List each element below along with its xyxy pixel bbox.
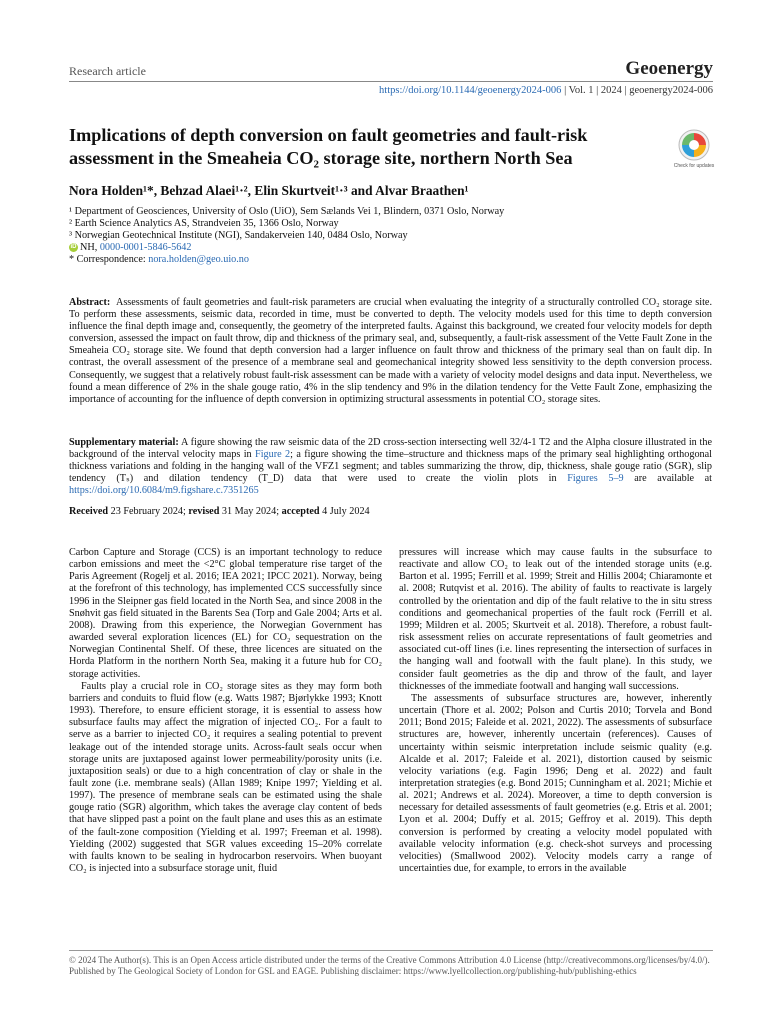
affiliation-1: ¹ Department of Geosciences, University of Oslo (UiO), Sem Sælands Vei 1, Blindern, 0371 Oslo, Norway xyxy=(69,206,505,217)
figure-2-link[interactable]: Figure 2 xyxy=(255,449,291,461)
revised-date: 31 May 2024 xyxy=(221,506,277,517)
orcid-icon: iD xyxy=(70,244,77,251)
author-list: Nora Holden¹*, Behzad Alaei¹·², Elin Skurtveit¹·³ and Alvar Braathen¹ xyxy=(69,183,469,198)
body-paragraph: Faults play a crucial role in CO₂ storage sites as they may form both barriers and conduits to fluid flow (e.g. Watts 1987; Bjørlykke 1993; Knott 1993). Therefore, to ensure efficient storage, it is essential to assess how subsurface faults may affect the migration of injected CO₂. For a fault to serve as a barrier to injected CO₂ it requires a sealing potential to prevent leakage out of the intended storage units. Across-fault seals occur when storage units are juxtaposed against lower permeability/porosity units (i.e. juxtaposition seals) or due to a high concentration of clay or shale in the fault zone (i.e. membrane seals) (Allan 1989; Knipe 1997; Yielding et al. 1997). The presence of membrane seals can be estimated using the shale gouge ratio (SGR) algorithm, which takes the average clay content of beds that have slipped past a point on the fault plane and uses this as an estimate of the fault-zone composition (Yielding et al. 1997; Freeman et al. 1998). Yielding (2002) suggested that SGR values exceeding 15–20% correlate with faults known to be sealing in hydrocarbon reservoirs. When buoyant CO₂ is injected into a subsurface storage unit, fluid xyxy=(69,680,382,875)
abstract xyxy=(69,297,712,406)
correspondence-label: * Correspondence: xyxy=(69,254,149,265)
body-paragraph: Carbon Capture and Storage (CCS) is an important technology to reduce carbon emissions and meet the <2°C global temperature rise target of the Paris Agreement (Rogelj et al. 2016; IEA 2021; IPCC 2021). Norway, being at the forefront of this technology, has implemented CCS successfully since 1996 in the Sleipner gas field located in the North Sea, and since 2008 in the Snøhvit gas field situated in the Barents Sea (Torp and Gale 2004; Arts et al. 2008). Drawing from this experience, the Norwegian Government has awarded several exploration licences (EL) for CO₂ sequestration on the Norwegian Continental Shelf. Of these, three licences are situated on the Horda Platform in the northern North Sea, making it a future hub for CO₂ storage activities. xyxy=(69,547,382,680)
doi-line xyxy=(379,85,713,96)
figshare-link[interactable]: https://doi.org/10.6084/m9.figshare.c.7351265 xyxy=(69,485,259,497)
header-rule xyxy=(69,81,713,82)
body-column-right xyxy=(399,547,712,875)
supplementary-text: are available at xyxy=(623,473,713,485)
orcid-name: NH, xyxy=(80,242,100,253)
check-for-updates-icon[interactable] xyxy=(677,128,711,162)
article-type: Research article xyxy=(69,64,146,78)
footer-rule xyxy=(69,950,713,951)
supplementary-label: Supplementary material: xyxy=(69,437,179,448)
supplementary-text: ; a figure showing the time–structure and thickness maps of the primary seal highlighting orthogonal thickness variations and folding in the hanging wall of the VFZ1 segment; and tables summarizing the throw, dip, thickness, shale gouge ratio (SGR), slip tendency (Tₛ) and dilation tendency (T_D) data that were used to create the violin plots in xyxy=(69,449,712,485)
orcid-line xyxy=(69,242,629,254)
check-for-updates-label: Check for updates xyxy=(673,163,715,169)
received-date: 23 February 2024 xyxy=(110,506,184,517)
affiliation-2: ² Earth Science Analytics AS, Strandveien 35, 1366 Oslo, Norway xyxy=(69,218,339,229)
correspondence-line xyxy=(69,254,629,266)
volume-info: | Vol. 1 | 2024 | geoenergy2024-006 xyxy=(561,85,713,96)
license-footer: © 2024 The Author(s). This is an Open Access article distributed under the terms of the Creative Commons Attribution 4.0 License (http://creativecommons.org/licenses/by/4.0/). Published by The Geological Society of London for GSL and EAGE. Publishing disclaimer: https://www.lyellcollection.org/publishing-hub/publishing-ethics xyxy=(69,955,710,976)
supplementary-text: A figure showing the raw seismic data of the 2D cross-section intersecting well 32/4-1 T2 and the Alpha closure illustrated in the background of the interval velocity maps in xyxy=(69,437,712,461)
orcid-link[interactable]: 0000-0001-5846-5642 xyxy=(99,242,192,253)
revised-label: revised xyxy=(188,506,220,517)
correspondence-email[interactable]: nora.holden@geo.uio.no xyxy=(148,254,249,265)
article-dates: Received 23 February 2024; revised 31 May 2024; accepted 4 July 2024 xyxy=(69,506,370,517)
supplementary-material xyxy=(69,437,712,497)
journal-name: Geoenergy xyxy=(625,58,713,79)
article-title: Implications of depth conversion on fault geometries and fault-risk assessment in the Smeaheia CO₂ storage site, northern North Sea xyxy=(69,125,588,168)
body-paragraph: pressures will increase which may cause faults in the subsurface to reactivate and allow CO₂ to leak out of the intended storage units (e.g. Barton et al. 1995; Ferrill et al. 1999; Streit and Hillis 2004; Chiaramonte et al. 2008; Rutqvist et al. 2016). The ability of faults to reactivate is largely controlled by the orientation and dip of the fault relative to the in situ stress conditions and geomechanical properties of the fault rock (Ferrill et al. 1999; Mildren et al. 2005; Skurtveit et al. 2018). Therefore, a robust fault-risk assessment relies on accurate representations of fault geometries and associated cut-off lines (i.e. lines representing the intersection of surfaces in the hanging wall and footwall with the fault plane). In this study, we consider fault geometries as the dip and throw of the fault, and layer thicknesses of the immediate footwall and hanging wall successions. xyxy=(399,547,712,692)
accepted-label: accepted xyxy=(281,506,320,517)
abstract-text: Assessments of fault geometries and fault-risk parameters are crucial when evaluating the integrity of a structurally controlled CO₂ storage site. To perform these assessments, seismic data, recorded in time, must be converted to depth. The velocity models used for this time to depth conversion influence the final depth image and, consequently, the geometry of the interpreted faults. Against this background, we created four velocity models for depth conversion, assessed the impact on fault throw, dip and thickness of the primary seal, and, subsequently, a fault-risk assessment of the Vette Fault Zone in the Smeaheia CO₂ storage site. We found that depth conversion had a larger influence on fault throw and thickness of the primary seal than on fault dip. In contrast, the overall assessment of the presence of a membrane seal and geomechanical integrity showed less sensitivity to the depth conversion process. Consequently, we suggest that a relatively robust fault-risk assessment can be made with a variety of velocity model designs and data input. Nevertheless, we found a mean difference of 2% in the shale gouge ratio, 4% in the slip tendency and 9% in the dilation tendency for the Vette Fault Zone, emphasizing the importance of accounting for the influence of depth conversion in optimizing structural assessments in potential CO₂ storage sites. xyxy=(69,297,712,405)
doi-link[interactable]: https://doi.org/10.1144/geoenergy2024-006 xyxy=(379,85,562,96)
body-paragraph: The assessments of subsurface structures are, however, inherently uncertain (Thore et al. 2002; Polson and Curtis 2010; Torvela and Bond 2011; Bond 2015; Faleide et al. 2021, 2022). The assessments of subsurface structures are, however, inherently uncertain (references). Causes of uncertainty within seismic interpretation include seismic quality (e.g. Alcalde et al. 2017; Faleide et al. 2021), distortion caused by seismic velocity variations (e.g. Fagin 1996; Deng et al. 2022) and fault interpretation strategies (e.g. Bond 2015; Cunningham et al. 2021; Michie et al. 2021; Andrews et al. 2024). Moreover, a time to depth conversion is necessary for detailed assessments of fault geometries (e.g. Etris et al. 2001; Lyon et al. 2004; Duffy et al. 2015; Geffroy et al. 2019). This depth conversion is performed by creating a velocity model populated with available velocity information (e.g. check-shot surveys and processing velocities) (Smallwood 2002). Velocity models carry a range of uncertainties due, for example, to errors in the available xyxy=(399,692,712,875)
figures-5-9-link[interactable]: Figures 5–9 xyxy=(567,473,624,485)
received-label: Received xyxy=(69,506,109,517)
affiliation-3: ³ Norwegian Geotechnical Institute (NGI), Sandakerveien 140, 0484 Oslo, Norway xyxy=(69,230,408,241)
accepted-date: 4 July 2024 xyxy=(322,506,370,517)
abstract-label: Abstract: xyxy=(69,297,111,308)
body-column-left xyxy=(69,547,382,875)
